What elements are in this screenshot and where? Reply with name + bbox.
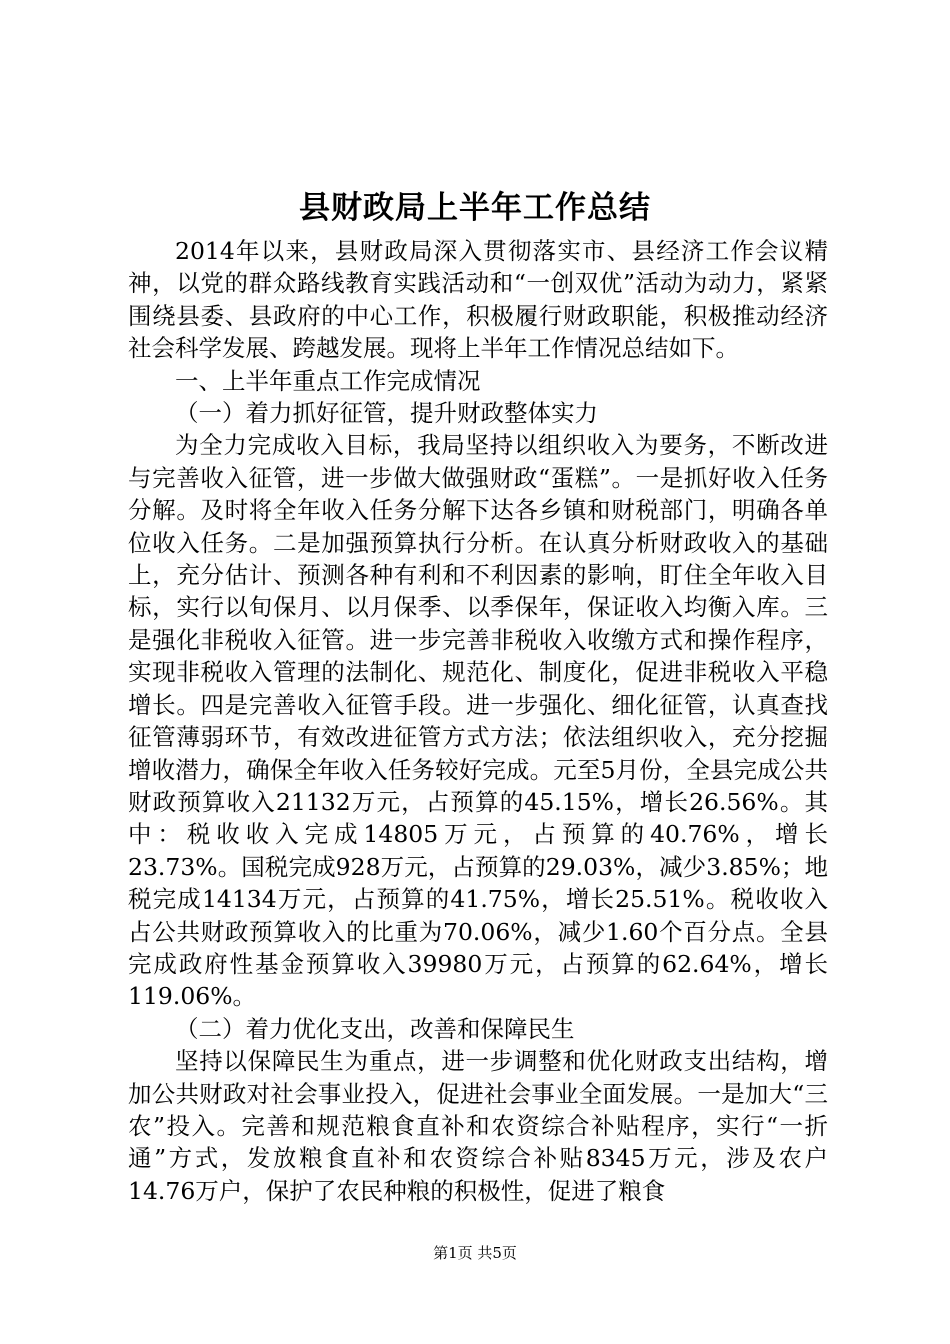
section-heading-1: 一、上半年重点工作完成情况 [175, 366, 481, 395]
expenditure-paragraph: 坚持以保障民生为重点，进一步调整和优化财政支出结构，增加公共财政对社会事业投入，促进社会事业全面发展。一是加大“三农”投入。完善和规范粮食直补和农资综合补贴程序，实行“一折通”方式，发放粮食直补和农资综合补贴8345万元，涉及农户14.76万户，保护了农民种粮的积极性，促进了粮食 [128, 1047, 828, 1205]
page-number: 第1页 共5页 [433, 1244, 517, 1262]
subsection-heading-1: （一）着力抓好征管，提升财政整体实力 [175, 399, 598, 428]
document-body [128, 235, 828, 1207]
subsection-heading-2: （二）着力优化支出，改善和保障民生 [175, 1014, 575, 1043]
revenue-paragraph: 为全力完成收入目标，我局坚持以组织收入为要务，不断改进与完善收入征管，进一步做大做强财政“蛋糕”。一是抓好收入任务分解。及时将全年收入任务分解下达各乡镇和财税部门，明确各单位收入任务。二是加强预算执行分析。在认真分析财政收入的基础上，充分估计、预测各种有利和不利因素的影响，盯住全年收入目标，实行以旬保月、以月保季、以季保年，保证收入均衡入库。三是强化非税收入征管。进一步完善非税收入收缴方式和操作程序，实现非税收入管理的法制化、规范化、制度化，促进非税收入平稳增长。四是完善收入征管手段。进一步强化、细化征管，认真查找征管薄弱环节，有效改进征管方式方法；依法组织收入，充分挖掘增收潜力，确保全年收入任务较好完成。元至5月份，全县完成公共财政预算收入21132万元，占预算的45.15%，增长26.56%。其中：税收收入完成14805万元，占预算的40.76%，增长23.73%。国税完成928万元，占预算的29.03%，减少3.85%；地税完成14134万元，占预算的41.75%，增长25.51%。税收收入占公共财政预算收入的比重为70.06%，减少1.60个百分点。全县完成政府性基金预算收入39980万元，占预算的62.64%，增长119.06%。 [128, 431, 828, 1011]
intro-paragraph: 2014年以来，县财政局深入贯彻落实市、县经济工作会议精神，以党的群众路线教育实践活动和“一创双优”活动为动力，紧紧围绕县委、县政府的中心工作，积极履行财政职能，积极推动经济社会科学发展、跨越发展。现将上半年工作情况总结如下。 [128, 237, 828, 363]
document-title: 县财政局上半年工作总结 [299, 190, 651, 226]
